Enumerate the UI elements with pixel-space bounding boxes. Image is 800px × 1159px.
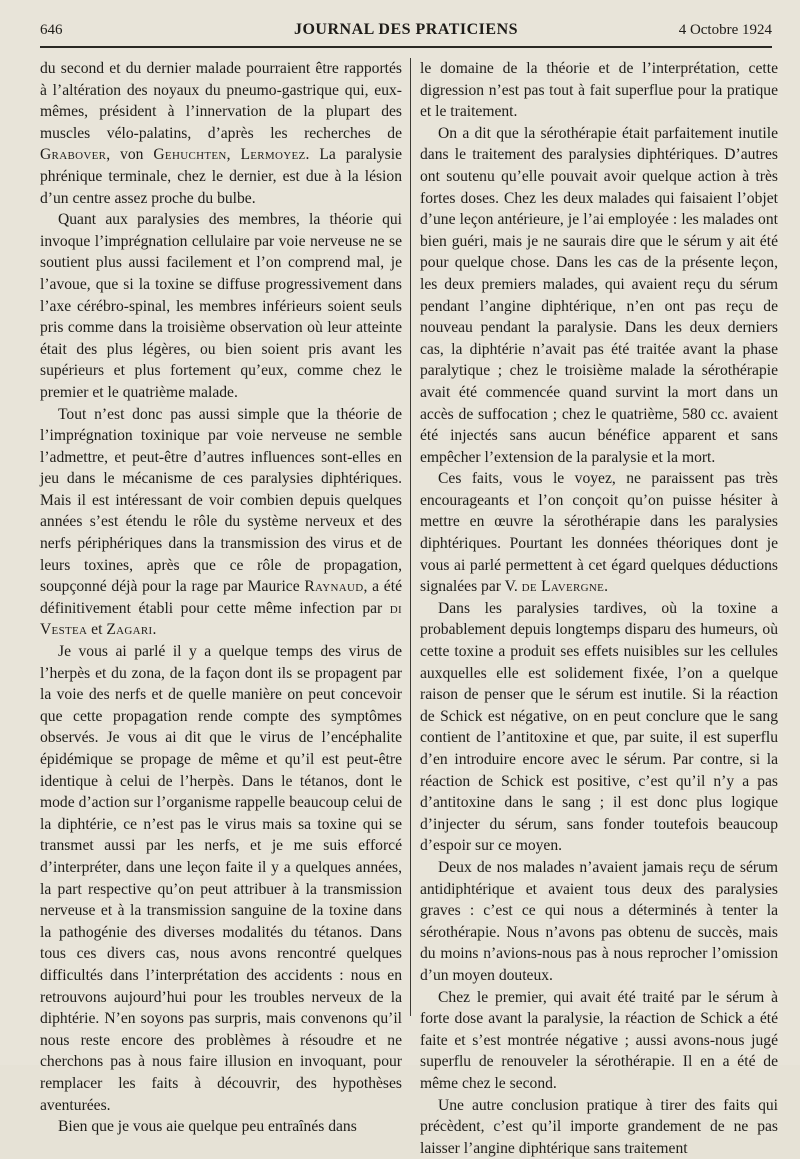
paragraph: du second et du dernier malade pourraient être rapportés à l’altération des noyaux du pneumo-gastrique qui, eux-mêmes, président à l’innervation de la plupart des muscles vélo-palatins, d’après les recherches de Grabover, von Gehuchten, Lermoyez. La paralysie phrénique terminale, chez le dernier, est due à la lésion d’un centre assez proche du bulbe. (40, 58, 402, 209)
paragraph: Je vous ai parlé il y a quelque temps des virus de l’herpès et du zona, de la façon dont ils se propagent par la voie des nerfs et de quelle manière on peut concevoir que cette propagation rende compte des symptômes observés. Je vous ai dit que le virus de l’encéphalite épidémique se propage de même et qu’il est peut-être identique à celui de l’herpès. Dans le tétanos, dont le mode d’action sur l’organisme rappelle beaucoup celui de la diphtérie, ce n’est pas le virus mais sa toxine qui se transmet aussi par les nerfs, et je me suis efforcé d’interpréter, dans une leçon faite il y a quelques années, la part respective qu’on peut attribuer à la transmission nerveuse et à la transmission sanguine de la toxine dans la pathogénie des diverses modalités du tétanos. Dans tous ces divers cas, nous avons rencontré quelques difficultés dans l’interprétation des accidents : nous en retrouvons aujourd’hui pour les troubles nerveux de la diphtérie. N’en soyons pas surpris, mais convenons qu’il nous reste encore des problèmes à résoudre et ne cherchons pas à nous faire illusion en invoquant, pour remplacer les faits à découvrir, des hypothèses aventurées. (40, 641, 402, 1116)
author-name: Gehuchten (153, 146, 226, 163)
author-name: Zagari (106, 621, 152, 638)
author-name: Raynaud (304, 578, 363, 595)
author-name: de Lavergne (522, 578, 605, 595)
paragraph: le domaine de la théorie et de l’interprétation, cette digression n’est pas tout à fait superflue pour la pratique et le traitement. (420, 58, 778, 123)
running-header (40, 18, 772, 48)
paragraph: Chez le premier, qui avait été traité par le sérum à forte dose avant la paralysie, la réaction de Schick a été faite et s’est montrée négative ; aussi avons-nous jugé superflu de renouveler la sérothérapie. Il en a été de même chez le second. (420, 987, 778, 1095)
left-column (40, 58, 402, 1053)
journal-title: JOURNAL DES PRATICIENS (40, 21, 772, 39)
paragraph: On a dit que la sérothérapie était parfaitement inutile dans le traitement des paralysies diphtériques. D’autres ont soutenu qu’elle pouvait avoir quelque action à très fortes doses. Chez les deux malades qui faisaient l’objet d’une leçon antérieure, je l’ai employée : les malades ont bien guéri, mais je ne saurais dire que le sérum y ait été pour quelque chose. Dans les cas de la présente leçon, les deux premiers malades, qui avaient reçu du sérum pendant l’angine diphtérique, n’en ont pas reçu de nouveau pendant la paralysie. Dans les deux derniers cas, la diphtérie n’avait pas été traitée avant la phase paralytique ; chez le troisième malade la sérothérapie avait été commencée quand survint la mort dans un accès de suffocation ; chez le quatrième, 580 cc. avaient été injectés sans aucun bénéfice apparent et sans empêcher l’extension de la paralysie et la mort. (420, 123, 778, 469)
paragraph: Ces faits, vous le voyez, ne paraissent pas très encourageants et l’on conçoit qu’on puisse hésiter à mettre en œuvre la sérothérapie dans les paralysies diphtériques. Pourtant les données théoriques dont je vous ai parlé permettent à cet égard quelques déductions signalées par V. de Lavergne. (420, 468, 778, 598)
paragraph: Tout n’est donc pas aussi simple que la théorie de l’imprégnation toxinique par voie nerveuse ne semble l’admettre, et peut-être d’autres influences sont-elles en jeu dans le mécanisme de ces paralysies diphtériques. Mais il est intéressant de voir combien depuis quelques années s’est étendu le rôle du système nerveux et des nerfs périphériques dans la transmission des virus et de leurs toxines, après que ce rôle de propagation, soupçonné déjà pour la rage par Maurice Raynaud, a été définitivement établi pour cette même infection par di Vestea et Zagari. (40, 404, 402, 642)
paragraph: Deux de nos malades n’avaient jamais reçu de sérum antidiphtérique et avaient tous deux des paralysies graves : c’est ce qui nous a déterminés à tenter la sérothérapie. Nous n’avons pas obtenu de succès, mais du moins n’avions-nous pas à nous reprocher l’omission d’un moyen douteux. (420, 857, 778, 987)
paragraph: Une autre conclusion pratique à tirer des faits qui précèdent, c’est qu’il importe grandement de ne pas laisser l’angine diphtérique sans traitement (420, 1095, 778, 1159)
right-column (420, 58, 778, 1053)
author-name: Lermoyez (240, 146, 305, 163)
author-name: di Vestea (40, 600, 402, 639)
page-number: 646 (40, 22, 63, 39)
paragraph: Bien que je vous aie quelque peu entraînés dans (40, 1116, 402, 1138)
author-name: Grabover (40, 146, 106, 163)
column-rule (410, 58, 411, 1016)
paragraph: Quant aux paralysies des membres, la théorie qui invoque l’imprégnation cellulaire par voie nerveuse ne se soutient plus aussi facilement et l’on comprend mal, je l’avoue, que si la toxine se diffuse progressivement dans l’axe cérébro-spinal, les membres inférieurs soient seuls pris comme dans la troisième observation où leur atteinte était des plus légères, ou bien soient pris avant les supérieurs et plus fortement qu’eux, comme chez le premier et le quatrième malade. (40, 209, 402, 403)
paragraph: Dans les paralysies tardives, où la toxine a probablement depuis longtemps disparu des humeurs, où cette toxine a produit ses effets nuisibles sur les cellules auxquelles elle est solidement fixée, l’on a quelque raison de penser que le sérum est inutile. Si la réaction de Schick est négative, on en peut conclure que le sang contient de l’antitoxine et que, par suite, il est superflu d’en introduire encore avec le sérum. Par contre, si la réaction de Schick est positive, c’est qu’il n’y a pas d’antitoxine dans le sang ; il est donc plus logique d’injecter du sérum, sans fonder toutefois beaucoup d’espoir sur ce moyen. (420, 598, 778, 857)
issue-date: 4 Octobre 1924 (679, 22, 772, 39)
